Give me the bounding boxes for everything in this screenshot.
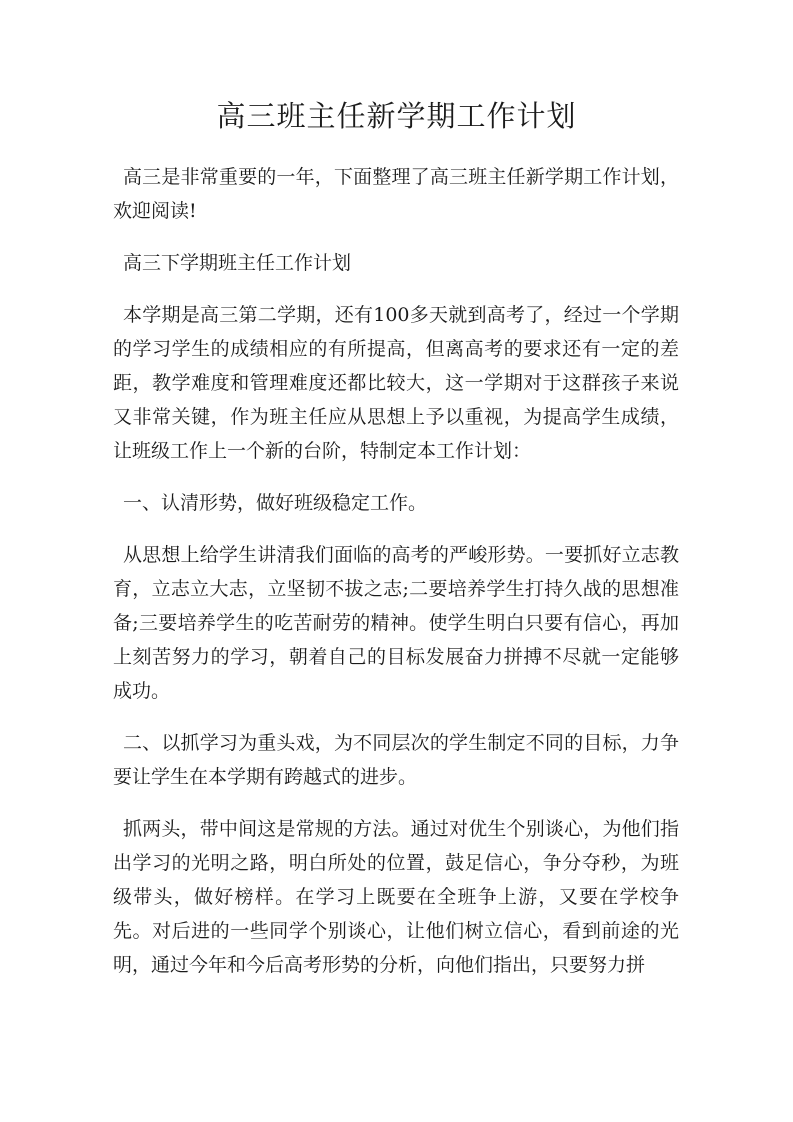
subtitle-paragraph: 高三下学期班主任工作计划	[123, 252, 352, 274]
document-title: 高三班主任新学期工作计划	[216, 99, 577, 133]
body-paragraph: 抓两头，带中间这是常规的方法。通过对优生个别谈心，为他们指出学习的光明之路，明白所处的位置，鼓足信心，争分夺秒，为班级带头，做好榜样。在学习上既要在全班争上游，又要在学校争先。对后进的一些同学个别谈心，让他们树立信心，看到前途的光明，通过今年和今后高考形势的分析，向他们指出，只要努力拼	[113, 818, 679, 976]
section-heading-1: 一、认清形势，做好班级稳定工作。	[123, 492, 428, 514]
document-body	[113, 160, 679, 1000]
body-paragraph: 本学期是高三第二学期，还有100多天就到高考了，经过一个学期的学习学生的成绩相应的有所提高，但离高考的要求还有一定的差距，教学难度和管理难度还都比较大，这一学期对于这群孩子来说又非常关键，作为班主任应从思想上予以重视，为提高学生成绩，让班级工作上一个新的台阶，特制定本工作计划：	[113, 304, 679, 462]
body-paragraph: 从思想上给学生讲清我们面临的高考的严峻形势。一要抓好立志教育，立志立大志，立坚韧不拔之志;二要培养学生打持久战的思想准备;三要培养学生的吃苦耐劳的精神。使学生明白只要有信心，再加上刻苦努力的学习，朝着自己的目标发展奋力拼搏不尽就一定能够成功。	[113, 544, 679, 702]
intro-paragraph: 高三是非常重要的一年，下面整理了高三班主任新学期工作计划，欢迎阅读!	[113, 166, 679, 222]
section-heading-2: 二、以抓学习为重头戏，为不同层次的学生制定不同的目标，力争要让学生在本学期有跨越式的进步。	[113, 732, 679, 788]
